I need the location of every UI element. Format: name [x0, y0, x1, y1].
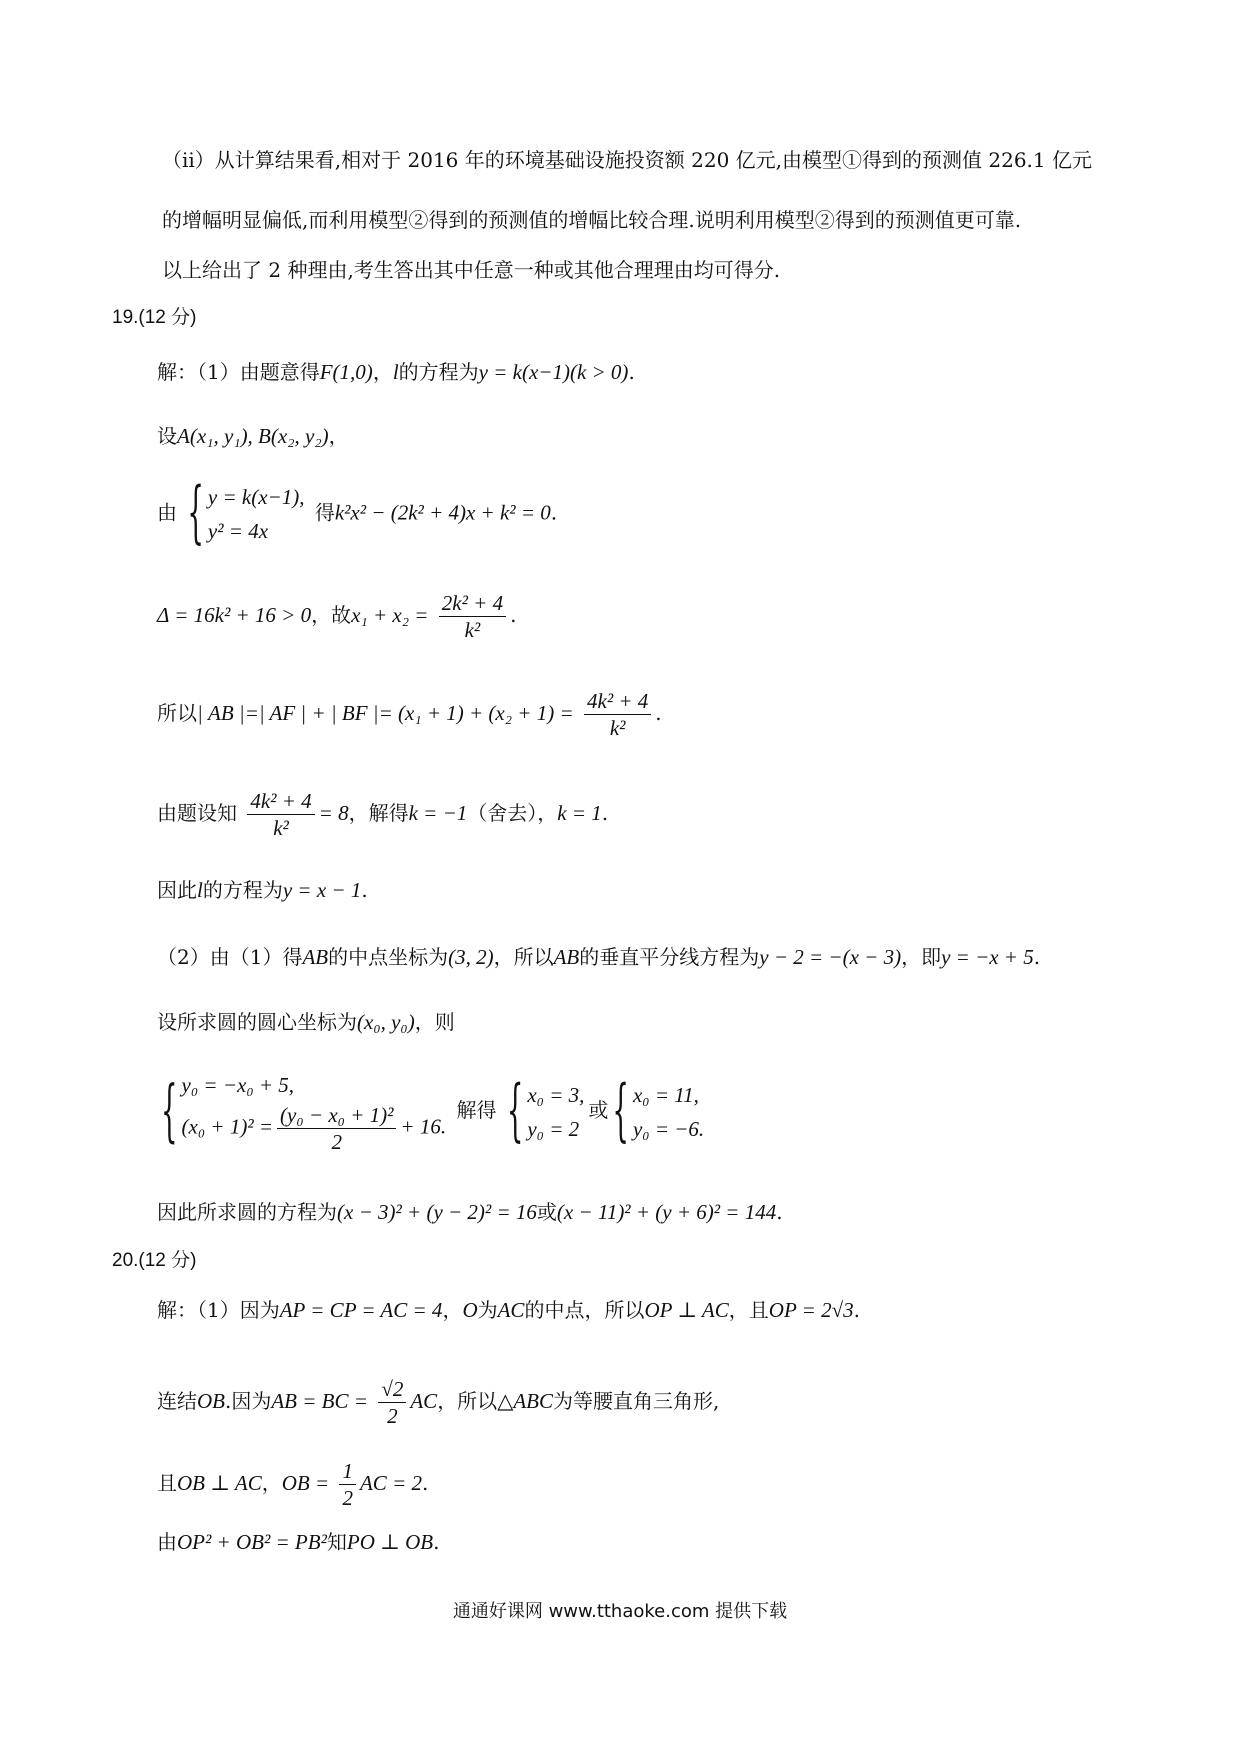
denominator: 2: [331, 1130, 342, 1154]
q20-text: 为: [477, 1298, 498, 1322]
q19-text: .: [361, 878, 368, 902]
q20-math: OP² + OB² = PB²: [177, 1530, 327, 1554]
q19-text: .: [510, 603, 517, 627]
q19-math: (x − 11)² + (y + 6)² = 144: [556, 1200, 777, 1224]
q20-text: 由: [157, 1530, 177, 1554]
q19-line-9: [157, 1008, 455, 1036]
q19-text: （2）由（1）得: [157, 945, 303, 969]
q19-math: (x₀ + 1)² =: [181, 1114, 274, 1139]
q20-text: 的中点，所以: [524, 1298, 645, 1322]
denominator: 2: [342, 1486, 353, 1510]
q20-math: AB = BC =: [271, 1389, 368, 1413]
q20-math: △ABC: [497, 1389, 553, 1413]
q20-line-3: [157, 1458, 428, 1511]
q19-math: AB: [302, 945, 329, 969]
q19-math: (x − 3)² + (y − 2)² = 16: [337, 1200, 537, 1224]
q19-text: 得: [314, 500, 335, 525]
q19-text: 解：（1）由题意得: [157, 360, 320, 384]
q20-text: .因为: [225, 1389, 272, 1413]
q19-text: 因此所求圆的方程为: [157, 1200, 337, 1224]
fraction: [339, 1458, 356, 1511]
left-brace: {: [187, 475, 204, 553]
q19-text: ，: [328, 424, 349, 448]
q19-text: 由题设知: [157, 801, 237, 825]
system-row: [182, 1102, 447, 1155]
q19-math: A(x₁, y₁), B(x₂, y₂): [177, 424, 329, 448]
system-row: y² = 4x: [207, 519, 269, 543]
q20-line-2: [157, 1376, 719, 1429]
numerator: 2k² + 4: [441, 591, 504, 615]
q20-text: ，所以: [437, 1389, 498, 1413]
system-row: y₀ = −6.: [632, 1116, 705, 1141]
q19-text: ，故: [311, 603, 352, 627]
q19-text: （舍去），: [467, 801, 558, 825]
numerator: (y₀ − x₀ + 1)²: [280, 1103, 394, 1127]
numerator: 1: [342, 1459, 353, 1483]
q19-math: = 8: [318, 801, 349, 825]
q19-math: l: [197, 878, 203, 902]
q20-line-1: [157, 1296, 860, 1324]
left-brace: {: [161, 1072, 178, 1151]
q20-math: OB ⊥ AC: [177, 1471, 262, 1495]
intro-line-3: 以上给出了 2 种理由,考生答出其中任意一种或其他合理理由均可得分.: [162, 258, 781, 282]
q19-text: .: [628, 360, 635, 384]
q20-heading: 20.(12 分): [112, 1250, 197, 1271]
numerator: 4k² + 4: [250, 789, 312, 813]
q19-line-5: [157, 688, 662, 741]
q20-text: 解：（1）因为: [157, 1298, 280, 1322]
q19-text: 设所求圆的圆心坐标为: [157, 1010, 357, 1034]
q20-math: OP = 2√3: [768, 1298, 854, 1322]
q19-text: .: [550, 500, 558, 525]
solution-system-2: [612, 1072, 705, 1151]
q19-text: ，则: [414, 1010, 455, 1034]
system-row: x₀ = 11,: [632, 1082, 699, 1107]
q20-math: AC: [497, 1298, 525, 1322]
q19-line-8: [157, 943, 1040, 971]
q19-line-11: [157, 1198, 783, 1226]
q19-text: 由: [157, 500, 177, 525]
q20-text: 为等腰直角三角形,: [553, 1389, 720, 1413]
q20-text: ，: [261, 1471, 282, 1495]
q19-text: .: [655, 701, 662, 725]
q19-math: AB: [553, 945, 580, 969]
q19-text: 所以: [157, 701, 197, 725]
denominator: k²: [464, 618, 481, 642]
q19-text: 的方程为: [202, 878, 283, 902]
q20-math: AC: [410, 1389, 438, 1413]
q19-text: 的中点坐标为: [328, 945, 449, 969]
intro-line-1: （ⅱ）从计算结果看,相对于 2016 年的环境基础设施投资额 220 亿元,由模型①得到的预测值 226.1 亿元: [162, 148, 1092, 172]
q19-line-3: [157, 475, 558, 553]
equation-system: [161, 1068, 446, 1155]
q20-text: ，且: [728, 1298, 769, 1322]
solution-system-1: [506, 1072, 585, 1151]
q20-text: 且: [157, 1471, 177, 1495]
q19-line-6: [157, 788, 608, 841]
q20-math: OB =: [281, 1471, 330, 1495]
left-brace: {: [506, 1072, 524, 1151]
q19-text: 的垂直平分线方程为: [579, 945, 760, 969]
system-row: x₀ = 3,: [527, 1082, 585, 1107]
system-row: y₀ = 2: [527, 1116, 580, 1141]
q20-text: .: [433, 1530, 440, 1554]
q20-text: 知: [326, 1530, 347, 1554]
q19-text: .: [601, 801, 609, 825]
q20-math: AC = 2: [359, 1471, 422, 1495]
q19-text: 的方程为: [398, 360, 479, 384]
fraction: [439, 590, 506, 643]
q19-text: 设: [157, 424, 177, 448]
denominator: k²: [609, 716, 626, 740]
q19-math: + 16.: [400, 1114, 447, 1139]
fraction: [247, 788, 314, 841]
q19-math: y = x − 1: [282, 878, 362, 902]
q19-line-2: [157, 422, 349, 450]
equation-system: [187, 475, 305, 553]
q20-math: OB: [197, 1389, 225, 1413]
q19-math: (3, 2): [448, 945, 494, 969]
q19-math: k = −1: [408, 801, 468, 825]
q19-line-1: [157, 358, 635, 386]
fraction: [584, 688, 651, 741]
q19-text: ，所以: [493, 945, 554, 969]
q19-text: .: [776, 1200, 783, 1224]
q19-math: y = −x + 5: [941, 945, 1034, 969]
system-row: y = k(x−1),: [207, 485, 305, 509]
numerator: √2: [381, 1377, 404, 1401]
intro-line-2: 的增幅明显偏低,而利用模型②得到的预测值的增幅比较合理.说明利用模型②得到的预测值更可靠.: [162, 208, 1022, 232]
q20-math: PO ⊥ OB: [346, 1530, 434, 1554]
q19-math: | AB |=| AF | + | BF |= (x₁ + 1) + (x₂ + 1) =: [197, 701, 574, 725]
q19-heading: 19.(12 分): [112, 307, 197, 328]
q19-text: ，解得: [348, 801, 409, 825]
q20-text: .: [853, 1298, 860, 1322]
fraction: [277, 1102, 396, 1155]
q20-math: O: [462, 1298, 478, 1322]
q19-text: 或: [588, 1098, 609, 1122]
q19-text: 解得: [456, 1098, 497, 1122]
system-row: y₀ = −x₀ + 5,: [181, 1073, 295, 1097]
q20-math: AP = CP = AC = 4: [279, 1298, 443, 1322]
q19-math: F(1,0): [319, 360, 373, 384]
q20-text: .: [422, 1471, 429, 1495]
q19-math: y = k(x−1)(k > 0): [478, 360, 629, 384]
q20-text: 连结: [157, 1389, 197, 1413]
q19-line-7: [157, 876, 368, 904]
q19-text: 或: [536, 1200, 557, 1224]
q19-math: l: [392, 360, 399, 384]
q19-line-10: [157, 1068, 708, 1155]
q19-math: (x₀, y₀): [357, 1010, 415, 1034]
q20-text: ，: [442, 1298, 463, 1322]
left-brace: {: [612, 1072, 629, 1151]
denominator: k²: [273, 816, 289, 840]
q20-math: OP ⊥ AC: [644, 1298, 729, 1322]
q19-text: ，即: [901, 945, 942, 969]
q19-line-4: [157, 590, 516, 643]
q19-text: .: [1033, 945, 1041, 969]
q20-line-4: [157, 1528, 439, 1556]
q19-math: y − 2 = −(x − 3): [759, 945, 902, 969]
numerator: 4k² + 4: [587, 689, 649, 713]
q19-math: k²x² − (2k² + 4)x + k² = 0: [334, 500, 551, 525]
q19-math: k = 1: [557, 801, 602, 825]
page-footer: 通通好课网 www.tthaoke.com 提供下载: [452, 1601, 788, 1622]
fraction: [378, 1376, 406, 1429]
q19-text: 因此: [157, 878, 197, 902]
q19-text: ，: [372, 360, 393, 384]
denominator: 2: [387, 1404, 398, 1428]
q19-math: x₁ + x₂ =: [351, 603, 429, 627]
q19-math: Δ = 16k² + 16 > 0: [157, 603, 312, 627]
